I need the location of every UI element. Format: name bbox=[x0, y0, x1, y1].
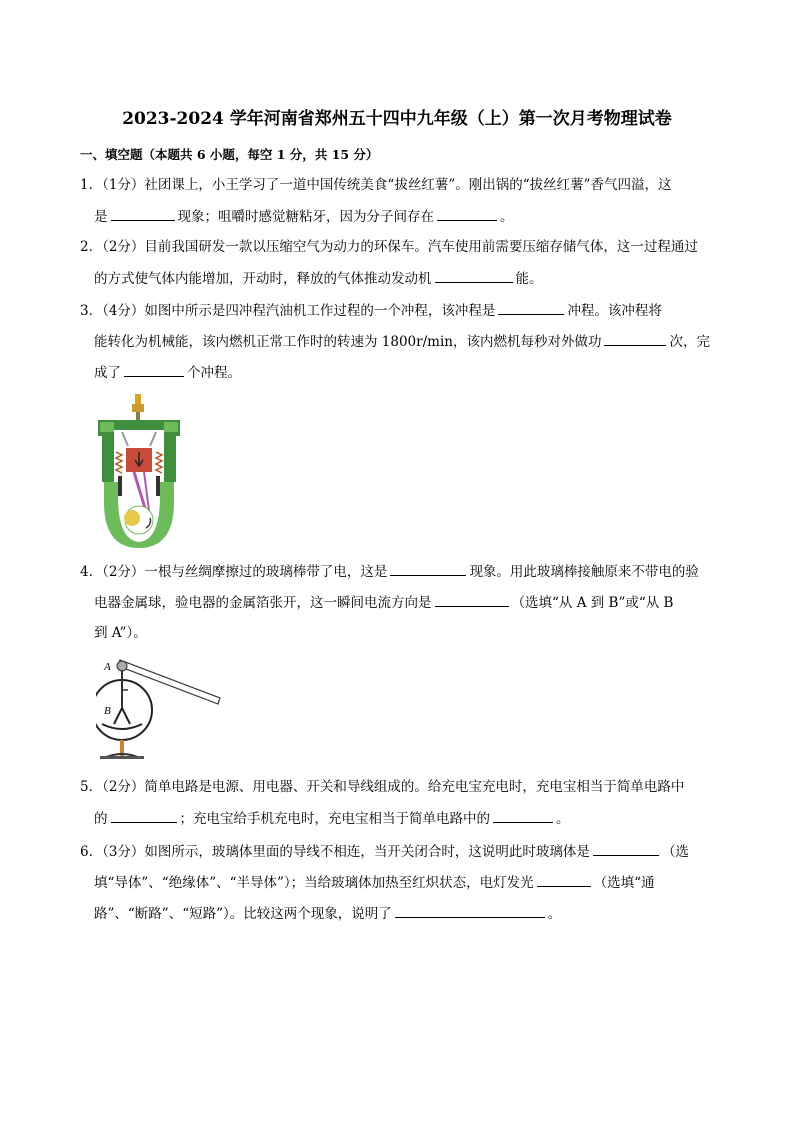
section-heading: 一、填空题（本题共 6 小题，每空 1 分，共 15 分） bbox=[80, 147, 379, 162]
q2-line2 bbox=[94, 268, 543, 289]
q5-blank-1[interactable] bbox=[111, 808, 177, 823]
q4-blank-2[interactable] bbox=[435, 592, 509, 607]
q3-text: 3．（4分）如图中所示是四冲程汽油机工作过程的一个冲程，该冲程是 bbox=[80, 303, 496, 319]
q4-text: 现象。用此玻璃棒接触原来不带电的验 bbox=[469, 564, 699, 580]
q2-line1: 2．（2分）目前我国研发一款以压缩空气为动力的环保车。汽车使用前需要压缩存储气体，这一过程通过 bbox=[80, 239, 698, 255]
engine-diagram bbox=[94, 390, 184, 550]
q1-blank-2[interactable] bbox=[437, 206, 497, 221]
q4-blank-1[interactable] bbox=[390, 561, 466, 576]
electroscope-label-a: A bbox=[104, 661, 111, 673]
q2-blank-1[interactable] bbox=[435, 268, 513, 283]
q6-text: 路”、“断路”、“短路”）。比较这两个现象，说明了 bbox=[94, 906, 392, 922]
q6-blank-2[interactable] bbox=[537, 872, 591, 887]
electroscope-diagram bbox=[96, 650, 226, 765]
q4-line3: 到 A”）。 bbox=[94, 625, 147, 641]
q4-text: （选填“从 A 到 B”或“从 B bbox=[511, 595, 674, 611]
q6-line3 bbox=[94, 903, 561, 924]
q3-text: 次，完 bbox=[669, 334, 710, 350]
q3-blank-1[interactable] bbox=[498, 300, 564, 315]
q6-text: （选 bbox=[661, 844, 689, 860]
q3-text: 冲程。该冲程将 bbox=[567, 303, 662, 319]
q1-blank-1[interactable] bbox=[111, 206, 175, 221]
q5-text: 的 bbox=[94, 811, 108, 827]
q3-text: 个冲程。 bbox=[187, 365, 241, 381]
q4-text: 4．（2分）一根与丝绸摩擦过的玻璃棒带了电，这是 bbox=[80, 564, 388, 580]
q2-text: 能。 bbox=[515, 271, 543, 287]
q6-text: 6．（3分）如图所示，玻璃体里面的导线不相连，当开关闭合时，这说明此时玻璃体是 bbox=[80, 844, 590, 860]
q4-line1 bbox=[80, 561, 699, 582]
q1-line2 bbox=[94, 206, 514, 227]
q4-text: 电器金属球，验电器的金属箔张开，这一瞬间电流方向是 bbox=[94, 595, 432, 611]
q1-text: 是 bbox=[94, 209, 108, 225]
q3-line2 bbox=[94, 331, 710, 352]
q4-line2 bbox=[94, 592, 673, 613]
q5-line2 bbox=[94, 808, 570, 829]
electroscope-label-b: B bbox=[104, 705, 111, 717]
q1-text: 。 bbox=[500, 209, 514, 225]
page-title: 2023-2024 学年河南省郑州五十四中九年级（上）第一次月考物理试卷 bbox=[122, 109, 672, 129]
q3-blank-2[interactable] bbox=[604, 331, 666, 346]
q1-line1: 1．（1分）社团课上，小王学习了一道中国传统美食“拔丝红薯”。刚出锅的“拔丝红薯”香气四溢，这 bbox=[80, 177, 672, 193]
q3-line3 bbox=[94, 362, 241, 383]
q2-text: 的方式使气体内能增加，开动时，释放的气体推动发动机 bbox=[94, 271, 432, 287]
q5-text: 。 bbox=[556, 811, 570, 827]
q6-blank-1[interactable] bbox=[593, 841, 659, 856]
q3-blank-3[interactable] bbox=[124, 362, 184, 377]
q3-text: 能转化为机械能，该内燃机正常工作时的转速为 1800r/min，该内燃机每秒对外做功 bbox=[94, 334, 602, 350]
q1-text: 现象；咀嚼时感觉糖粘牙，因为分子间存在 bbox=[177, 209, 434, 225]
q5-text: ；充电宝给手机充电时，充电宝相当于简单电路中的 bbox=[179, 811, 490, 827]
q6-line1 bbox=[80, 841, 689, 862]
q6-blank-3[interactable] bbox=[395, 903, 545, 918]
q6-line2 bbox=[94, 872, 655, 893]
q6-text: 。 bbox=[547, 906, 562, 922]
q6-text: 填“导体”、“绝缘体”、“半导体”）；当给玻璃体加热至红炽状态，电灯发光 bbox=[94, 875, 534, 891]
q6-text: （选填“通 bbox=[593, 875, 655, 891]
q5-blank-2[interactable] bbox=[493, 808, 553, 823]
q3-line1 bbox=[80, 300, 662, 321]
q5-line1: 5．（2分）简单电路是电源、用电器、开关和导线组成的。给充电宝充电时，充电宝相当于简单电路中 bbox=[80, 779, 685, 795]
q3-text: 成了 bbox=[94, 365, 121, 381]
